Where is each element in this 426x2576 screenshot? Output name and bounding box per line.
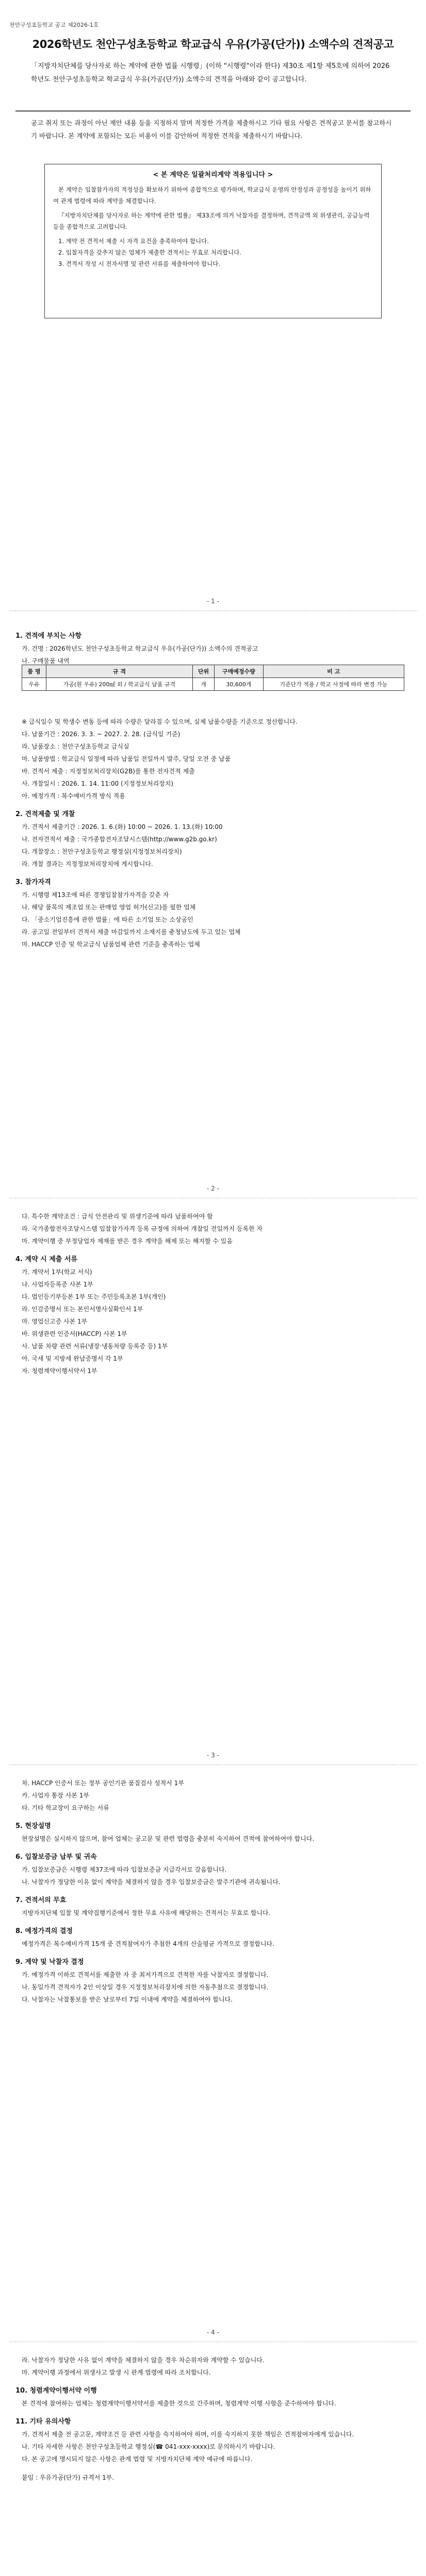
section-line: 라. 국가종합전자조달시스템 입찰참가자격 등록 규정에 의하여 개찰일 전일까지 등록한 자 xyxy=(22,1225,263,1232)
table-header: 구매예정수량 xyxy=(215,665,264,678)
section-line: 본 견적에 참여하는 업체는 청렴계약이행서약서를 제출한 것으로 간주하며, 청렴계약 이행 사항을 준수하여야 합니다. xyxy=(22,2400,336,2407)
section-line: 라. 인감증명서 또는 본인서명사실확인서 1부 xyxy=(22,1306,143,1313)
section-line: 나. 사업자등록증 사본 1부 xyxy=(22,1281,93,1288)
table-header: 품 명 xyxy=(22,665,46,678)
section-heading: 10. 청렴계약이행서약 이행 xyxy=(15,2387,97,2395)
intro-paragraph: 「지방자치단체를 당사자로 하는 계약에 관한 법률 시행령」(이하 "시행령"이라 한다) 제30조 제1항 제5호에 의하여 2026학년도 천안구성초등학교 학교급식 우유(가공(단가)) 소액수의 견적을 아래와 같이 공고합니다. xyxy=(31,62,390,83)
section-line: 현장설명은 실시하지 않으며, 참여 업체는 공고문 및 관련 법령을 충분히 숙지하여 견적에 참여하여야 합니다. xyxy=(22,1835,315,1842)
notice-list xyxy=(53,235,373,269)
section-line: 라. 개찰 결과는 지정정보처리장치에 게시합니다. xyxy=(22,860,153,868)
section-block xyxy=(15,716,411,951)
section-line: 마. 영업신고증 사본 1부 xyxy=(22,1318,88,1325)
table-cell: 기준단가 적용 / 학교 사정에 따라 변경 가능 xyxy=(263,678,404,691)
attachment-note: 붙임 : 우유가공(단가) 규격서 1부. xyxy=(22,2474,114,2481)
section-line: 나. 구매물품 내역 xyxy=(22,657,70,665)
divider xyxy=(15,110,411,112)
notice-item: 3. 견적서 작성 시 전자서명 및 관련 서류를 제출하여야 합니다. xyxy=(58,260,221,267)
section-line: 가. 입찰보증금은 시행령 제37조에 따라 입찰보증금 지급각서로 갈음합니다. xyxy=(22,1866,227,1873)
notice-paragraph: 『지방자치단체를 당사자로 하는 계약에 관한 법률』 제33조에 의거 낙찰자를 결정하며, 견적금액 외 위생관리, 공급능력 등을 종합적으로 고려합니다. xyxy=(53,212,370,230)
page-number: - 4 - xyxy=(207,2329,219,2336)
section-line: 예정가격은 복수예비가격 15개 중 견적참여자가 추첨한 4개의 산술평균 가격으로 결정합니다. xyxy=(22,1940,274,1947)
section-line: 라. 낙찰자가 정당한 사유 없이 계약을 체결하지 않을 경우 차순위자와 계약할 수 있습니다. xyxy=(22,2357,265,2364)
section-block xyxy=(15,623,411,668)
section-heading: 5. 현장설명 xyxy=(15,1822,51,1830)
table-cell: 우유 xyxy=(22,678,46,691)
table-cell: 개 xyxy=(192,678,214,691)
section-line: 마. 계약이행 과정에서 위생사고 발생 시 관계 법령에 따라 조치합니다. xyxy=(22,2369,211,2376)
section-line: 바. 위생관련 인증서(HACCP) 사본 1부 xyxy=(22,1330,127,1337)
section-line: 다. 납품기간 : 2026. 3. 3. ~ 2027. 2. 28. (급식일 기준) xyxy=(22,731,181,738)
section-line: 사. 납품 차량 관련 서류(냉장·냉동차량 등록증 등) 1부 xyxy=(22,1343,168,1350)
section-line: 아. 예정가격 : 복수예비가격 방식 적용 xyxy=(22,792,125,800)
section-heading: 3. 참가자격 xyxy=(15,878,51,886)
section-line: 마. 계약이행 중 부정당업자 제재를 받은 경우 계약을 해제 또는 해지할 수 있음 xyxy=(22,1238,233,1245)
doc-number: 천안구성초등학교 공고 제2026-1호 xyxy=(9,22,99,28)
section-line: 다. 법인등기부등본 1부 또는 주민등록초본 1부(개인) xyxy=(22,1293,166,1300)
section-line: 가. 건명 : 2026학년도 천안구성초등학교 학교급식 우유(가공(단가)) 소액수의 견적공고 xyxy=(22,645,258,652)
table-header: 단위 xyxy=(192,665,214,678)
section-block xyxy=(15,2354,411,2484)
section-block xyxy=(15,1211,411,1378)
notice-box xyxy=(44,164,382,318)
page-number: - 3 - xyxy=(207,1752,219,1759)
section-heading: 1. 견적에 부치는 사항 xyxy=(15,632,82,640)
notice-item: 2. 입찰자격을 갖추지 않은 업체가 제출한 견적서는 무효로 처리합니다. xyxy=(58,249,241,256)
section-line: 자. 청렴계약이행서약서 1부 xyxy=(22,1367,97,1375)
section-line: ※ 급식일수 및 학생수 변동 등에 따라 수량은 달라질 수 있으며, 실제 납품수량을 기준으로 정산합니다. xyxy=(22,718,298,725)
section-line: 라. 공고일 전일부터 견적서 제출 마감일까지 소재지를 충청남도에 두고 있는 업체 xyxy=(22,928,241,936)
page-title: 2026학년도 천안구성초등학교 학교급식 우유(가공(단가)) 소액수의 견적공고 xyxy=(32,38,394,50)
section-heading: 9. 계약 및 낙찰자 결정 xyxy=(15,1958,84,1966)
intro-note: 공고 취지 또는 과정이 아닌 제안 내용 등을 지정하지 말며 적정한 가격을 제출하시고 기타 필요 사항은 견적공고 문서를 참고하시기 바랍니다. 본 계약에 포함되는 모든 비용이 이를 감안하여 적정한 견적을 제출하시기 바랍니다. xyxy=(31,119,392,140)
section-line: 가. 시행령 제13조에 따른 경쟁입찰참가자격을 갖춘 자 xyxy=(22,891,169,899)
page-number: - 1 - xyxy=(207,598,219,605)
section-line: 가. 견적서 제출기간 : 2026. 1. 6.(화) 10:00 ~ 2026. 1. 13.(화) 10:00 xyxy=(22,823,223,831)
table-cell: 가공(흰 우유) 200㎖ 외 / 학교급식 납품 규격 xyxy=(46,678,192,691)
notice-paragraph: 본 계약은 입찰참가자의 적정성을 확보하기 위하여 종합적으로 평가하며, 학교급식 운영의 안정성과 공정성을 높이기 위하여 관계 법령에 따라 계약을 체결합니다. xyxy=(53,186,371,205)
section-line: 나. 동일가격 견적자가 2인 이상일 경우 지정정보처리장치에 의한 자동추첨으로 결정합니다. xyxy=(22,1984,269,1991)
section-line: 타. 기타 학교장이 요구하는 서류 xyxy=(22,1804,109,1811)
section-line: 나. 기타 자세한 사항은 천안구성초등학교 행정실(☎ 041-xxx-xxxx)로 문의하시기 바랍니다. xyxy=(22,2443,275,2450)
notice-item: 1. 계약 전 견적서 제출 시 자격 요건을 충족하여야 합니다. xyxy=(58,238,209,245)
section-line: 아. 국세 및 지방세 완납증명서 각 1부 xyxy=(22,1355,123,1362)
table-header: 비 고 xyxy=(263,665,404,678)
notice-heading: < 본 계약은 일괄처리계약 적용입니다 > xyxy=(153,171,273,179)
section-line: 바. 견적서 제출 : 지정정보처리장치(G2B)를 통한 전자견적 제출 xyxy=(22,768,195,775)
section-line: 다. 본 공고에 명시되지 않은 사항은 관계 법령 및 지방자치단체 계약 예규에 따릅니다. xyxy=(22,2455,253,2463)
section-heading: 8. 예정가격의 결정 xyxy=(15,1927,73,1935)
section-block xyxy=(15,1777,411,2006)
section-line: 나. 낙찰자가 정당한 이유 없이 계약을 체결하지 않을 경우 입찰보증금은 발주기관에 귀속됩니다. xyxy=(22,1878,281,1886)
section-line: 다. 특수한 계약조건 : 급식 안전관리 및 위생기준에 따라 납품하여야 함 xyxy=(22,1213,213,1220)
section-heading: 2. 견적제출 및 개찰 xyxy=(15,810,75,818)
section-line: 카. 사업자 통장 사본 1부 xyxy=(22,1792,90,1799)
section-line: 사. 개찰일시 : 2026. 1. 14. 11:00 (지정정보처리장치) xyxy=(22,780,174,787)
section-line: 나. 해당 품목의 제조업 또는 판매업 영업 허가(신고)를 필한 업체 xyxy=(22,904,196,911)
section-line: 마. 납품방법 : 학교급식 일정에 따라 납품일 전일까지 발주, 당일 오전 중 납품 xyxy=(22,755,231,762)
section-line: 마. HACCP 인증 및 학교급식 납품업체 관련 기준을 충족하는 업체 xyxy=(22,941,200,948)
section-line: 라. 납품장소 : 천안구성초등학교 급식실 xyxy=(22,743,129,750)
section-heading: 6. 입찰보증금 납부 및 귀속 xyxy=(15,1853,97,1861)
page-number: - 2 - xyxy=(207,1185,219,1192)
section-line: 차. HACCP 인증서 또는 정부 공인기관 품질검사 성적서 1부 xyxy=(22,1780,184,1787)
section-line: 가. 견적서 제출 전 공고문, 계약조건 등 관련 사항을 숙지하여야 하며, 이를 숙지하지 못한 책임은 견적참여자에게 있습니다. xyxy=(22,2431,354,2438)
section-heading: 7. 견적서의 무효 xyxy=(15,1896,67,1904)
section-line: 다. 개찰장소 : 천안구성초등학교 행정실(지정정보처리장치) xyxy=(22,848,182,855)
section-heading: 4. 계약 시 제출 서류 xyxy=(15,1256,77,1263)
section-line: 가. 예정가격 이하로 견적서를 제출한 자 중 최저가격으로 견적한 자를 낙찰자로 결정합니다. xyxy=(22,1971,269,1978)
section-line: 지방자치단체 입찰 및 계약집행기준에서 정한 무효 사유에 해당하는 견적서는 무효로 합니다. xyxy=(22,1909,271,1917)
contract-table xyxy=(22,665,404,691)
table-header: 규 격 xyxy=(46,665,192,678)
section-heading: 11. 기타 유의사항 xyxy=(15,2418,71,2426)
table-cell: 30,600개 xyxy=(215,678,264,691)
section-line: 다. 「중소기업진흥에 관한 법률」에 따른 소기업 또는 소상공인 xyxy=(22,916,193,923)
section-line: 가. 계약서 1부(학교 서식) xyxy=(22,1268,92,1276)
section-line: 나. 전자견적서 제출 : 국가종합전자조달시스템(http://www.g2b.go.kr) xyxy=(22,836,217,843)
table-row xyxy=(22,678,404,691)
section-line: 다. 낙찰자는 낙찰통보를 받은 날로부터 7일 이내에 계약을 체결하여야 합니다. xyxy=(22,1996,233,2003)
